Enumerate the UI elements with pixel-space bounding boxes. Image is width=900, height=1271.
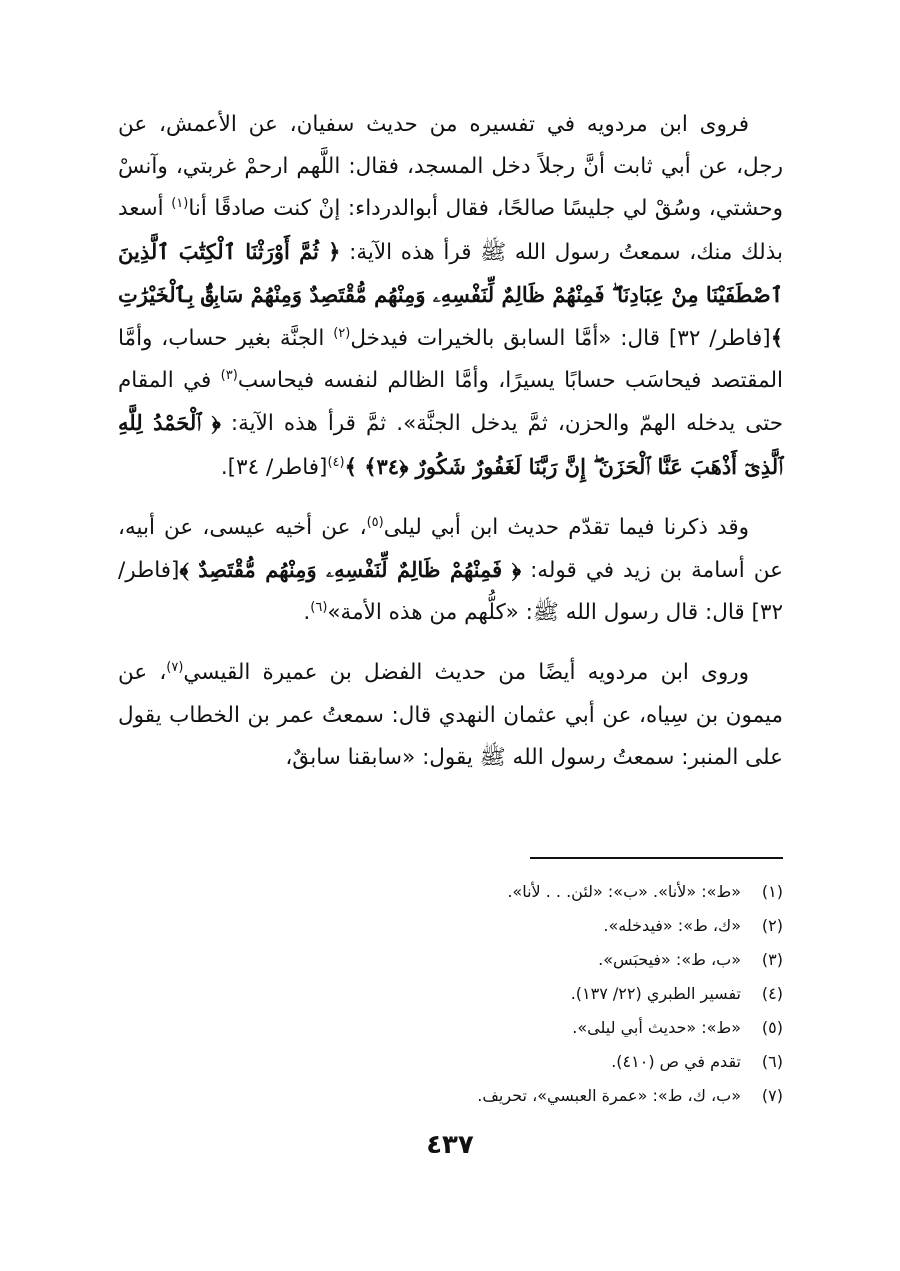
footnote-text: «ط»: «حديث أبي ليلى». [572,1018,741,1037]
footnote-reference: (١) [171,196,189,212]
footnote-number: (٧) [761,1086,783,1105]
footnote-text: «ط»: «لأنا». «ب»: «لئن. . . لأنا». [507,882,741,901]
body-text-segment: ، عن أخيه عيسى، عن أبيه، عن أسامة بن زيد في قوله: [118,514,783,584]
footnote-number: (٦) [761,1052,783,1071]
body-text-segment: في المقام حتى يدخله الهمّ والحزن، ثمَّ يدخل الجنَّة». ثمَّ قرأ هذه الآية: [118,368,783,437]
paragraph-1 [118,104,783,489]
body-text-segment: [فاطر/ ٣٢] قال: قال رسول الله ﷺ: «كلُّهم من هذه الأمة» [118,558,783,626]
paragraph-3 [118,652,783,779]
footnote-number: (١) [761,882,783,901]
body-text-segment: [فاطر/ ٣٤]. [220,454,328,480]
quran-verse: ﴿ ٱلْحَمْدُ لِلَّهِ ٱلَّذِىٓ أَذْهَبَ عَنَّا ٱلْحَزَنَ ۖ إِنَّ رَبَّنَا لَغَفُورٌ شَكُورٌ ﴿٣٤﴾ ﴾ [118,410,783,479]
footnote-separator [530,857,783,859]
footnote-number: (٥) [761,1018,783,1037]
body-text-segment: [فاطر/ ٣٢] قال: «أمَّا السابق بالخيرات فيدخل [350,326,771,352]
footnote-number: (٢) [761,916,783,935]
footnote-text: «ب، ك، ط»: «عمرة العبسي»، تحريف. [477,1086,741,1105]
footnote-text: تقدم في ص (٤١٠). [611,1052,741,1071]
body-text-segment: وروى ابن مردويه أيضًا من حديث الفضل بن عميرة القيسي [183,660,750,686]
footnote-reference: (٤) [327,454,345,470]
footnote-reference: (٧) [166,660,184,676]
footnote-item [118,1079,783,1113]
footnote-item [118,1045,783,1079]
footnotes-list [118,875,783,1113]
footnote-reference: (٣) [220,368,238,384]
body-text-segment: ، عن ميمون بن سِياه، عن أبي عثمان النهدي قال: سمعتُ عمر بن الخطاب يقول على المنبر: سمعتُ رسول الله ﷺ يقول: «سابقنا سابقٌ، [118,660,783,770]
footnote-item [118,875,783,909]
quran-verse: ﴿ ثُمَّ أَوْرَثْنَا ٱلْكِتَٰبَ ٱلَّذِينَ ٱصْطَفَيْنَا مِنْ عِبَادِنَا ۖ فَمِنْهُمْ ظَالِمٌ لِّنَفْسِهِۦ وَمِنْهُم مُّقْتَصِدٌ وَمِنْهُمْ سَابِقٌۢ بِٱلْخَيْرَٰتِ ﴾ [118,238,783,351]
footnote-item [118,909,783,943]
footnote-reference: (٥) [366,514,384,530]
body-text-segment: فروى ابن مردويه في تفسيره من حديث سفيان، عن الأعمش، عن رجل، عن أبي ثابت أنَّ رجلاً دخل المسجد، فقال: اللَّهم ارحمْ غربتي، وآنسْ وحشتي، وسُقْ لي جليسًا صالحًا، فقال أبوالدرداء: إنْ كنت صادقًا أنا [118,112,783,222]
body-text-segment: الجنَّة بغير حساب، وأمَّا المقتصد فيحاسَب حسابًا يسيرًا، وأمَّا الظالم لنفسه فيحاسب [118,326,784,394]
footnote-number: (٣) [761,950,783,969]
footnote-item [118,943,783,977]
page-number: ٤٣٧ [426,1130,474,1160]
footnote-reference: (٢) [333,325,351,341]
body-text-segment: أسعد بذلك منك، سمعتُ رسول الله ﷺ قرأ هذه الآية: [118,196,783,265]
footnote-item [118,1011,783,1045]
footnote-reference: (٦) [310,600,328,616]
quran-verse: ﴿ فَمِنْهُمْ ظَالِمٌ لِّنَفْسِهِۦ وَمِنْهُم مُّقْتَصِدٌ ﴾ [179,557,522,583]
footnote-text: «ب، ط»: «فيحبَس». [598,950,741,969]
footnote-text: تفسير الطبري (٢٢/ ١٣٧). [570,984,741,1003]
body-text-segment: . [303,600,311,626]
footnote-item [118,977,783,1011]
paragraph-2 [118,507,783,635]
main-text [118,104,783,779]
footnote-text: «ك، ط»: «فيدخله». [603,916,741,935]
body-text-segment: وقد ذكرنا فيما تقدّم حديث ابن أبي ليلى [383,514,749,540]
footnote-number: (٤) [761,984,783,1003]
